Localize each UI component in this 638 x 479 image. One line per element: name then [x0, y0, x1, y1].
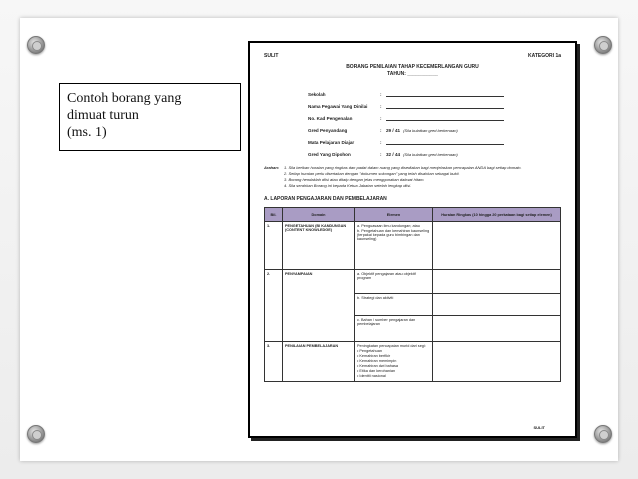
table-row: c. Bahan / sumber pengajaran dan pembelajaran [265, 316, 561, 342]
field-row: Gred Yang Dipohon : 32 / 44 (Sila bulatkan gred berkenaan) [308, 152, 458, 157]
form-fields [308, 85, 561, 157]
field-label: Mata Pelajaran Diajar [308, 140, 355, 145]
evaluation-table [264, 207, 561, 382]
table-header: Bil. [265, 208, 283, 222]
field-line [386, 117, 504, 121]
instruction-item: 1. Sila berikan huraian yang ringkas dan padat dalam ruang yang disediakan bagi menjelaskan pencapaian ANDA bagi setiap domain. [284, 165, 522, 170]
field-value: 29 / 41 [386, 128, 401, 133]
section-title: A. LAPORAN PENGAJARAN DAN PEMBELAJARAN [264, 196, 387, 202]
instruction-item: 2. Setiap huraian perlu disertakan dengan "dokumen sokongan" yang telah disahkan sebagai bukti. [284, 171, 460, 176]
caption-line: Contoh borang yang [67, 91, 182, 106]
document-footer: SULIT [533, 425, 545, 430]
field-row: Gred Penyandang : 29 / 41 (Sila bulatkan gred berkenaan) [308, 128, 458, 133]
table-row: 3. PENILAIAN PEMBELAJARAN Peningkatan pencapaian murid dari segi: • Pengetahuan • Kemahiran berfikir • Kemahiran memimpin • Kemahiran dwi bahasa • Etika dan kerohanian • Identiti nasional [265, 342, 561, 382]
field-line [386, 93, 504, 97]
field-row: Sekolah : [308, 85, 561, 97]
field-label: No. Kad Pengenalan [308, 116, 353, 121]
table-row: 2. PENYAMPAIAN a. Objektif pengajaran atau objektif program [265, 270, 561, 294]
document-year: TAHUN: ___________ [387, 71, 438, 77]
table-header: Huraian Ringkas (10 hingga 20 perkataan bagi setiap elemen) [433, 208, 561, 222]
instruction-item: 4. Sila serahkan Borang ini kepada Ketua Jabatan setelah lengkap diisi. [284, 183, 412, 188]
caption-line: dimuat turun [67, 108, 139, 123]
instruction-item: 3. Borang hendaklah diisi atau ditaip dengan jelas menggunakan dakwat hitam. [284, 177, 425, 182]
field-row: No. Kad Pengenalan : [308, 109, 561, 121]
instructions [264, 165, 561, 189]
caption-box [59, 83, 241, 151]
field-note: (Sila bulatkan gred berkenaan) [403, 152, 458, 157]
field-row: Nama Pegawai Yang Dinilai : [308, 97, 561, 109]
field-line [386, 141, 504, 145]
screw-top-left-icon [27, 36, 45, 54]
caption-line: (ms. 1) [67, 125, 107, 140]
screw-top-right-icon [594, 36, 612, 54]
table-header: Elemen [355, 208, 433, 222]
field-note: (Sila bulatkan gred berkenaan) [403, 128, 458, 133]
screw-bottom-left-icon [27, 425, 45, 443]
document-title: BORANG PENILAIAN TAHAP KECEMERLANGAN GURU [346, 64, 479, 70]
field-label: Nama Pegawai Yang Dinilai [308, 104, 368, 109]
header-sulit: SULIT [264, 53, 279, 59]
field-row: Mata Pelajaran Diajar : [308, 133, 561, 145]
field-line [386, 105, 504, 109]
field-value: 32 / 44 [386, 152, 401, 157]
screw-bottom-right-icon [594, 425, 612, 443]
field-label: Sekolah [308, 92, 326, 97]
form-document-image [248, 41, 577, 438]
header-kategori: KATEGORI 1a [528, 53, 561, 59]
table-row: 1. PENGETAHUAN (BI KANDUNGAN (CONTENT KNOWLEDGE) a. Penguasaan ilmu kandungan; atau b. Pengetahuan dan kemahiran kaunseling (terpakai kepada guru bimbingan dan kaunseling) [265, 222, 561, 270]
table-row: b. Strategi dan aktiviti [265, 294, 561, 316]
field-label: Gred Penyandang [308, 128, 348, 133]
instructions-label: Arahan: [264, 165, 280, 170]
table-header: Domain [283, 208, 355, 222]
document-header [264, 53, 561, 59]
field-label: Gred Yang Dipohon [308, 152, 351, 157]
